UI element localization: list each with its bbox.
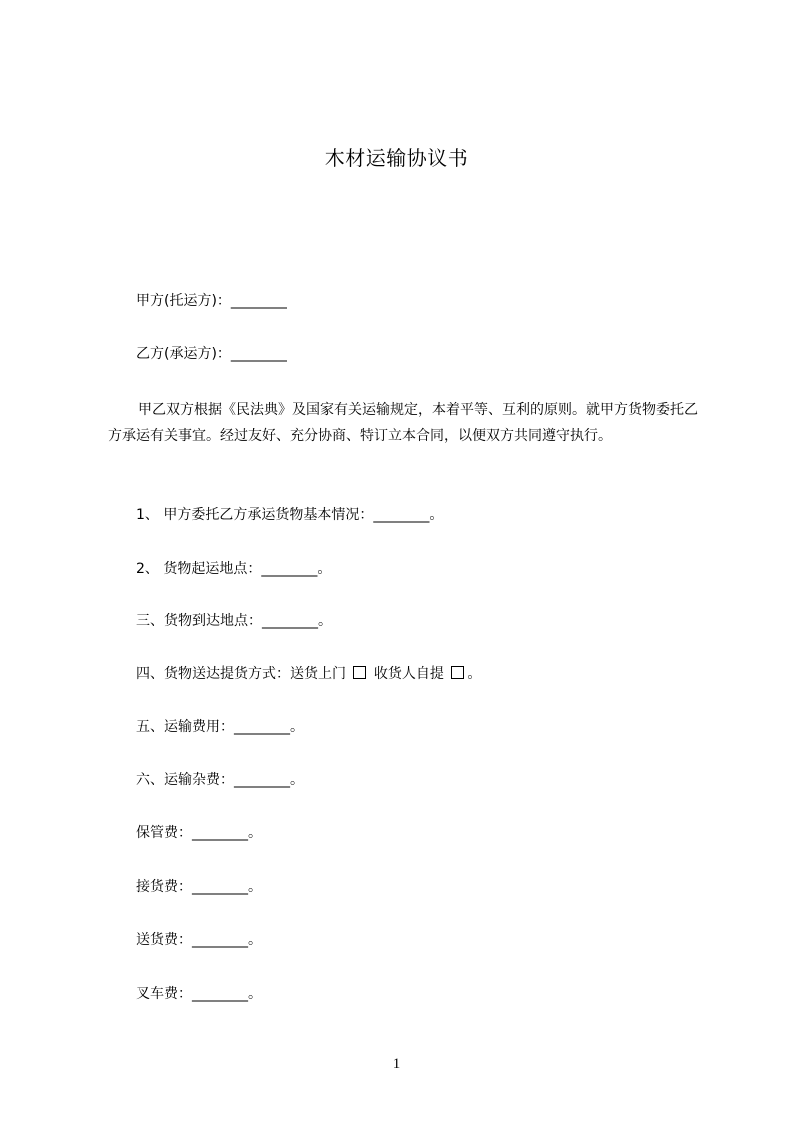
preamble-text: 甲乙双方根据《民法典》及国家有关运输规定，本着平等、互利的原则。就甲方货物委托乙方承运有关事宜。经过友好、充分协商、特订立本合同，以便双方共同遵守执行。: [108, 402, 698, 444]
clause-5: 五、运输费用：________。: [136, 719, 304, 735]
clause-1: 1、 甲方委托乙方承运货物基本情况：________。: [136, 507, 444, 523]
document-title: 木材运输协议书: [324, 146, 469, 170]
clause-2: 2、 货物起运地点：________。: [136, 561, 332, 577]
clause-4-suffix: 。: [467, 666, 482, 682]
fee-pickup: 接货费：________。: [136, 879, 262, 895]
party-b-line: 乙方(承运方)：________: [136, 346, 287, 362]
door-delivery-checkbox[interactable]: [353, 666, 366, 679]
page-number: 1: [392, 1056, 401, 1072]
clause-4: [136, 664, 481, 684]
self-pickup-checkbox[interactable]: [451, 666, 464, 679]
clause-6: 六、运输杂费：________。: [136, 772, 304, 788]
preamble-paragraph: [108, 397, 698, 449]
party-a-line: 甲方(托运方)：________: [136, 293, 287, 309]
fee-forklift: 叉车费：________。: [136, 986, 262, 1002]
self-pickup-label: 收货人自提: [373, 666, 444, 682]
clause-3: 三、货物到达地点：________。: [136, 613, 332, 629]
fee-delivery: 送货费：________。: [136, 932, 262, 948]
clause-4-prefix: 四、货物送达提货方式：送货上门: [136, 666, 346, 682]
fee-storage: 保管费：________。: [136, 825, 262, 841]
